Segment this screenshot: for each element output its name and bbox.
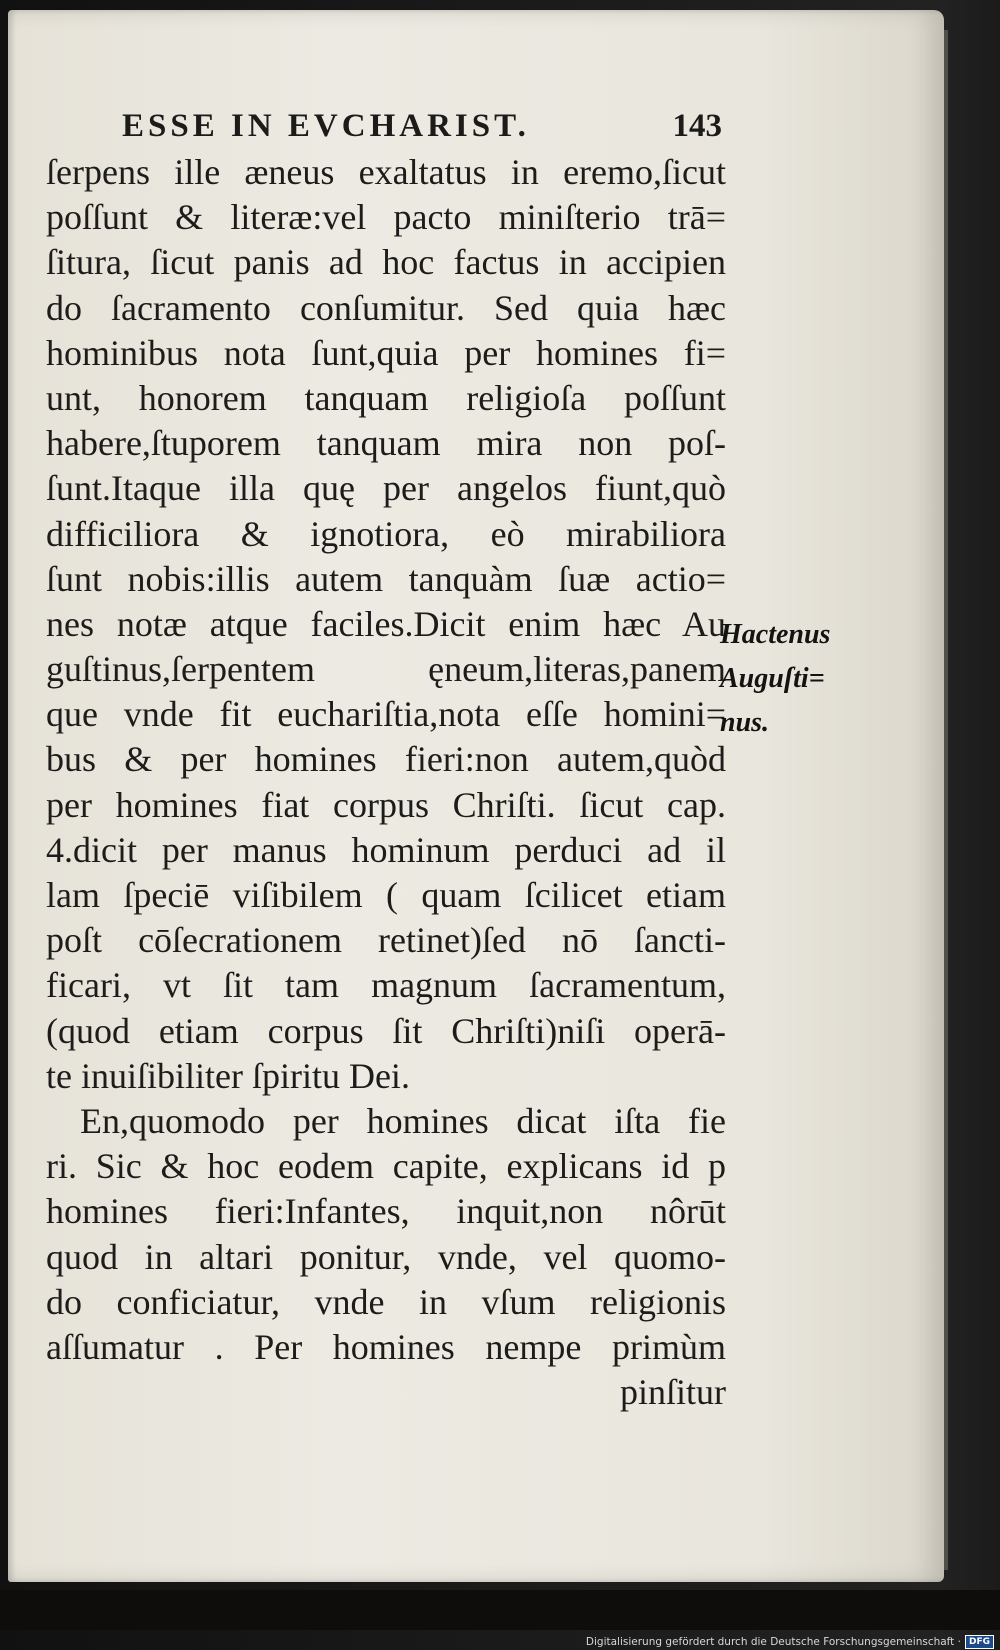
text-line: unt, honorem tanquam religioſa poſſunt (46, 377, 726, 418)
scan-bottom-band (0, 1590, 1000, 1630)
text-line: poſt cōſecrationem retinet)ſed nō ſancti- (46, 920, 726, 961)
text-line: per homines fiat corpus Chriſti. ſicut cap. (46, 784, 726, 825)
text-line: guſtinus,ſerpentem ęneum,literas,panem (46, 649, 726, 690)
text-line: quod in altari ponitur, vnde, vel quomo- (46, 1236, 726, 1277)
marginal-note-line: nus. (720, 707, 770, 738)
text-line: ſerpens ille æneus exaltatus in eremo,ſicut (46, 152, 726, 192)
running-title: ESSE IN EVCHARIST. (122, 108, 530, 144)
text-line: 4.dicit per manus hominum perduci ad il (46, 829, 726, 870)
text-line: aſſumatur . Per homines nempe primùm (46, 1326, 726, 1367)
text-line: ſitura, ſicut panis ad hoc factus in accipien (46, 242, 726, 283)
text-line: habere,ſtuporem tanquam mira non poſ- (46, 423, 726, 464)
book-page (8, 10, 944, 1582)
catchword: pinſitur (620, 1372, 726, 1413)
text-line: difficiliora & ignotiora, eò mirabiliora (46, 513, 726, 554)
text-line: lam ſpeciē viſibilem ( quam ſcilicet etiam (46, 875, 726, 915)
marginal-note-line: Hactenus (720, 619, 831, 650)
page-header (122, 108, 722, 148)
text-line: ſunt.Itaque illa quę per angelos fiunt,quò (46, 468, 726, 509)
text-line: En,quomodo per homines dicat iſta fie (80, 1100, 726, 1141)
text-line: poſſunt & literæ:vel pacto miniſterio trā= (46, 197, 726, 238)
footer-credit-text: Digitalisierung gefördert durch die Deutsche Forschungsgemeinschaft · (585, 1636, 961, 1648)
footer-credit (586, 1634, 994, 1650)
text-line: hominibus nota ſunt,quia per homines fi= (46, 332, 726, 373)
text-line: nes notæ atque faciles.Dicit enim hæc Au (46, 603, 726, 644)
text-line: (quod etiam corpus ſit Chriſti)niſi operā- (46, 1010, 726, 1051)
text-line: do conficiatur, vnde in vſum religionis (46, 1281, 726, 1322)
text-line: ficari, vt ſit tam magnum ſacramentum, (46, 965, 726, 1006)
marginal-note (720, 613, 860, 745)
main-text (46, 150, 726, 1415)
page-number: 143 (672, 108, 722, 144)
dfg-logo: DFG (965, 1635, 994, 1649)
text-line: que vnde fit euchariſtia,nota eſſe homini= (46, 694, 726, 735)
text-line: te inuiſibiliter ſpiritu Dei. (46, 1055, 410, 1096)
text-line: ſunt nobis:illis autem tanquàm ſuæ actio= (46, 558, 726, 599)
text-line: homines fieri:Infantes, inquit,non nôrūt (46, 1191, 726, 1232)
text-line: ri. Sic & hoc eodem capite, explicans id p (46, 1146, 726, 1187)
text-line: bus & per homines fieri:non autem,quòd (46, 739, 726, 780)
text-line: do ſacramento conſumitur. Sed quia hæc (46, 287, 726, 328)
marginal-note-line: Auguſti= (720, 663, 825, 694)
